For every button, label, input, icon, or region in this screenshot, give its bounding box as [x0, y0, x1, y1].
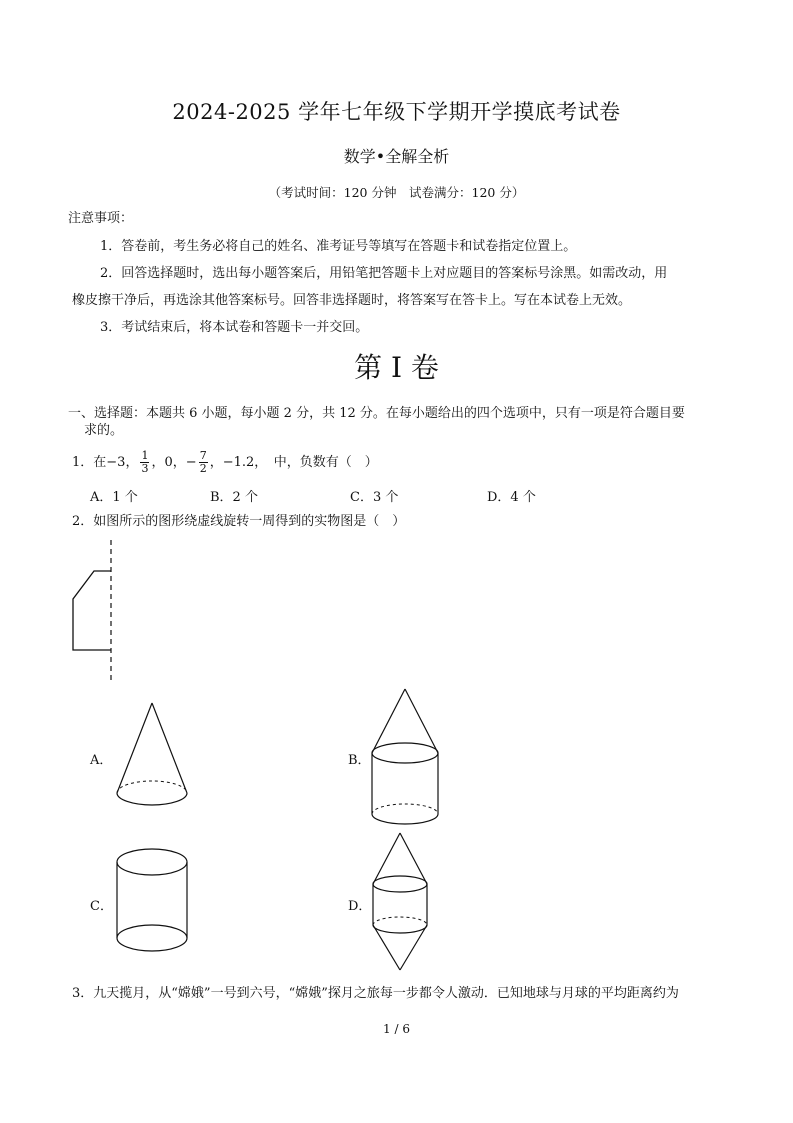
q1-sep: ，	[209, 455, 223, 470]
notice-item-2-line-2: 橡皮擦干净后，再选涂其他答案标号。回答非选择题时，将答案写在答卡上。写在本试卷上无效。	[72, 293, 632, 308]
q1-neg-sign: −	[185, 455, 197, 470]
q1-sep: ，	[151, 455, 165, 470]
fraction-denominator: 3	[141, 462, 149, 475]
q2-figure-rotation-shape	[60, 535, 130, 685]
notice-heading: 注意事项：	[68, 211, 134, 226]
q1-fraction-7-2	[199, 450, 208, 475]
q2-option-d-double-cone-cylinder[interactable]	[367, 830, 433, 975]
q2-option-c-cylinder[interactable]	[112, 845, 192, 960]
q1-option-c[interactable]: C．3 个	[350, 490, 399, 505]
q2-option-b-cone-on-cylinder[interactable]	[367, 686, 443, 828]
q1-number-neg1-2: −1.2	[222, 455, 255, 470]
q1-sep: ，	[125, 455, 139, 470]
q1-option-b[interactable]: B．2 个	[210, 490, 258, 505]
q1-sep: ，	[172, 455, 186, 470]
q1-prefix: 1．在	[72, 455, 107, 470]
section-1-line-1: 一、选择题：本题共 6 小题，每小题 2 分，共 12 分。在每小题给出的四个选项中，只有一项是符合题目要	[68, 406, 685, 421]
fraction-numerator: 7	[199, 449, 207, 462]
fraction-numerator: 1	[141, 449, 149, 462]
rotated-shape-outline	[73, 571, 111, 650]
page-number: 1 / 6	[383, 1022, 410, 1036]
notice-item-3: 3．考试结束后，将本试卷和答题卡一并交回。	[100, 320, 369, 335]
question-2-stem: 2．如图所示的图形绕虚线旋转一周得到的实物图是（ ）	[72, 514, 406, 529]
fraction-denominator: 2	[199, 462, 207, 475]
q1-suffix: ， 中，负数有（ ）	[254, 455, 378, 470]
q1-number-neg3: −3	[106, 455, 126, 470]
notice-item-2-line-1: 2．回答选择题时，选出每小题答案后，用铅笔把答题卡上对应题目的答案标号涂黑。如需改动，用	[100, 266, 668, 281]
q1-fraction-1-3	[140, 450, 149, 475]
volume-title: 第 I 卷	[354, 351, 439, 384]
q1-option-a[interactable]: A．1 个	[90, 490, 138, 505]
exam-meta: （考试时间：120 分钟 试卷满分：120 分）	[268, 185, 525, 200]
exam-subtitle: 数学•全解全析	[343, 147, 450, 166]
q2-option-c-label[interactable]: C．	[90, 899, 113, 914]
q1-number-0: 0	[164, 455, 173, 470]
notice-item-1: 1．答卷前，考生务必将自己的姓名、准考证号等填写在答题卡和试卷指定位置上。	[100, 239, 577, 254]
q2-option-a-cone[interactable]	[112, 700, 192, 808]
q1-option-d[interactable]: D．4 个	[487, 490, 536, 505]
question-1-stem	[72, 448, 378, 478]
q2-option-a-label[interactable]: A．	[90, 753, 113, 768]
exam-title: 2024-2025 学年七年级下学期开学摸底考试卷	[172, 100, 621, 124]
question-3-line-1: 3．九天揽月，从“嫦娥”一号到六号，“嫦娥”探月之旅每一步都令人激动．已知地球与月球的平均距离约为	[72, 986, 679, 1001]
section-1-line-2: 求的。	[84, 423, 124, 438]
q2-option-b-label[interactable]: B．	[348, 753, 371, 768]
q2-option-d-label[interactable]: D．	[348, 899, 372, 914]
